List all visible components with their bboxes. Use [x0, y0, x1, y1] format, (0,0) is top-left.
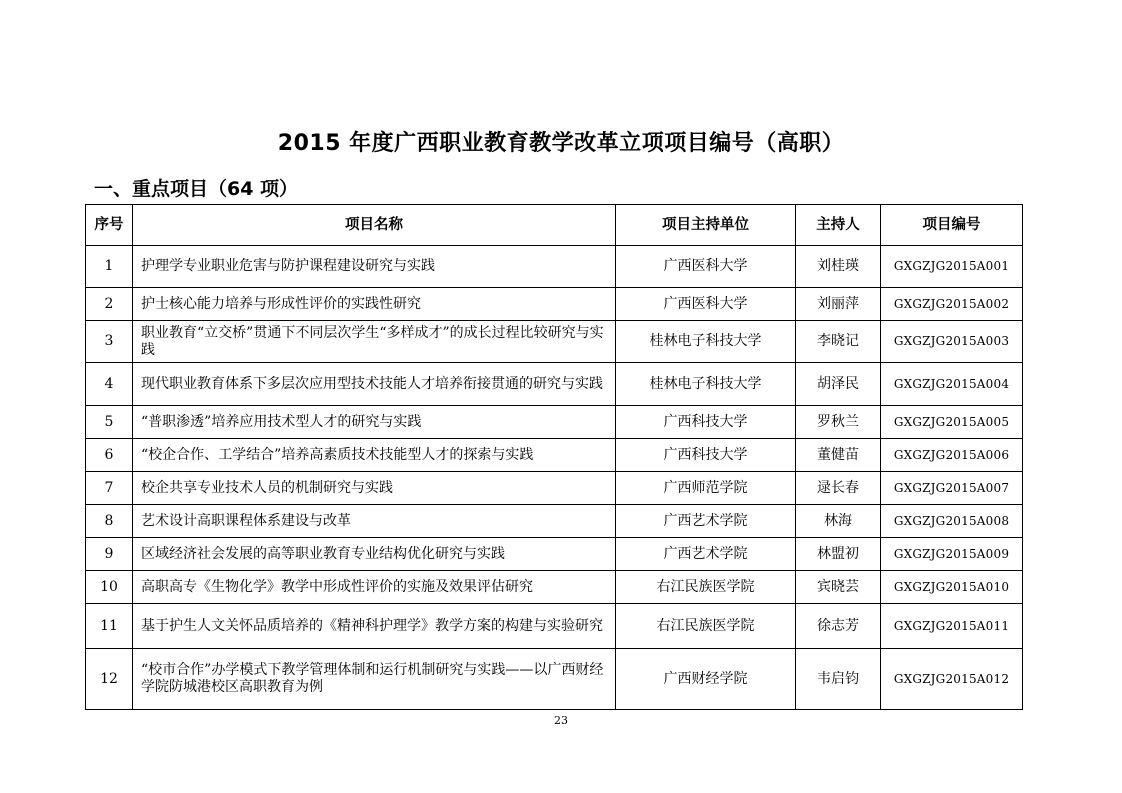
row-no: 12: [86, 649, 133, 710]
row-no: 8: [86, 505, 133, 538]
row-code: GXGZJG2015A008: [881, 505, 1023, 538]
row-unit: 右江民族医学院: [616, 604, 796, 649]
row-project-name: 护士核心能力培养与形成性评价的实践性研究: [133, 288, 616, 321]
row-project-name: 区域经济社会发展的高等职业教育专业结构优化研究与实践: [133, 538, 616, 571]
row-code: GXGZJG2015A009: [881, 538, 1023, 571]
section-heading: 一、重点项目（64 项）: [94, 178, 299, 200]
row-leader: 林盟初: [796, 538, 881, 571]
row-code: GXGZJG2015A002: [881, 288, 1023, 321]
row-unit: 广西医科大学: [616, 246, 796, 288]
row-leader: 林海: [796, 505, 881, 538]
row-project-name: 基于护生人文关怀品质培养的《精神科护理学》教学方案的构建与实验研究: [133, 604, 616, 649]
row-code: GXGZJG2015A012: [881, 649, 1023, 710]
row-leader: 罗秋兰: [796, 406, 881, 439]
projects-table: [85, 204, 1023, 710]
header-code: 项目编号: [881, 205, 1023, 246]
row-project-name: 护理学专业职业危害与防护课程建设研究与实践: [133, 246, 616, 288]
row-unit: 广西财经学院: [616, 649, 796, 710]
table-row: [86, 321, 1023, 363]
row-project-name: 校企共享专业技术人员的机制研究与实践: [133, 472, 616, 505]
row-no: 10: [86, 571, 133, 604]
row-code: GXGZJG2015A007: [881, 472, 1023, 505]
row-no: 9: [86, 538, 133, 571]
row-no: 6: [86, 439, 133, 472]
row-unit: 桂林电子科技大学: [616, 363, 796, 406]
row-project-name: 艺术设计高职课程体系建设与改革: [133, 505, 616, 538]
table-row: [86, 649, 1023, 710]
row-unit: 广西艺术学院: [616, 505, 796, 538]
row-no: 3: [86, 321, 133, 363]
row-code: GXGZJG2015A005: [881, 406, 1023, 439]
row-unit: 广西科技大学: [616, 439, 796, 472]
row-leader: 逯长春: [796, 472, 881, 505]
table-row: [86, 246, 1023, 288]
header-leader: 主持人: [796, 205, 881, 246]
table-row: [86, 288, 1023, 321]
row-project-name: 职业教育“立交桥”贯通下不同层次学生“多样成才”的成长过程比较研究与实践: [133, 321, 616, 363]
row-no: 11: [86, 604, 133, 649]
row-project-name: 高职高专《生物化学》教学中形成性评价的实施及效果评估研究: [133, 571, 616, 604]
row-leader: 徐志芳: [796, 604, 881, 649]
row-code: GXGZJG2015A010: [881, 571, 1023, 604]
header-unit: 项目主持单位: [616, 205, 796, 246]
row-unit: 右江民族医学院: [616, 571, 796, 604]
table-row: [86, 505, 1023, 538]
row-code: GXGZJG2015A004: [881, 363, 1023, 406]
row-project-name: “校企合作、工学结合”培养高素质技术技能型人才的探索与实践: [133, 439, 616, 472]
table-row: [86, 363, 1023, 406]
row-no: 4: [86, 363, 133, 406]
row-code: GXGZJG2015A003: [881, 321, 1023, 363]
row-leader: 刘桂瑛: [796, 246, 881, 288]
row-leader: 宾晓芸: [796, 571, 881, 604]
row-no: 7: [86, 472, 133, 505]
row-code: GXGZJG2015A011: [881, 604, 1023, 649]
row-no: 1: [86, 246, 133, 288]
row-leader: 李晓记: [796, 321, 881, 363]
row-unit: 广西师范学院: [616, 472, 796, 505]
row-code: GXGZJG2015A006: [881, 439, 1023, 472]
table-row: [86, 538, 1023, 571]
row-project-name: “校市合作”办学模式下教学管理体制和运行机制研究与实践——以广西财经学院防城港校区高职教育为例: [133, 649, 616, 710]
row-leader: 胡泽民: [796, 363, 881, 406]
row-leader: 刘丽萍: [796, 288, 881, 321]
row-unit: 广西医科大学: [616, 288, 796, 321]
header-project-name: 项目名称: [133, 205, 616, 246]
row-leader: 董健苗: [796, 439, 881, 472]
row-leader: 韦启钧: [796, 649, 881, 710]
row-code: GXGZJG2015A001: [881, 246, 1023, 288]
row-unit: 广西艺术学院: [616, 538, 796, 571]
page-number: 23: [554, 714, 568, 727]
row-project-name: 现代职业教育体系下多层次应用型技术技能人才培养衔接贯通的研究与实践: [133, 363, 616, 406]
row-no: 5: [86, 406, 133, 439]
row-project-name: “普职渗透”培养应用技术型人才的研究与实践: [133, 406, 616, 439]
header-no: 序号: [86, 205, 133, 246]
table-row: [86, 604, 1023, 649]
table-row: [86, 439, 1023, 472]
table-row: [86, 472, 1023, 505]
table-row: [86, 571, 1023, 604]
document-title: 2015 年度广西职业教育教学改革立项项目编号（高职）: [277, 131, 845, 156]
row-unit: 桂林电子科技大学: [616, 321, 796, 363]
row-unit: 广西科技大学: [616, 406, 796, 439]
table-header-row: [86, 205, 1023, 246]
row-no: 2: [86, 288, 133, 321]
table-row: [86, 406, 1023, 439]
